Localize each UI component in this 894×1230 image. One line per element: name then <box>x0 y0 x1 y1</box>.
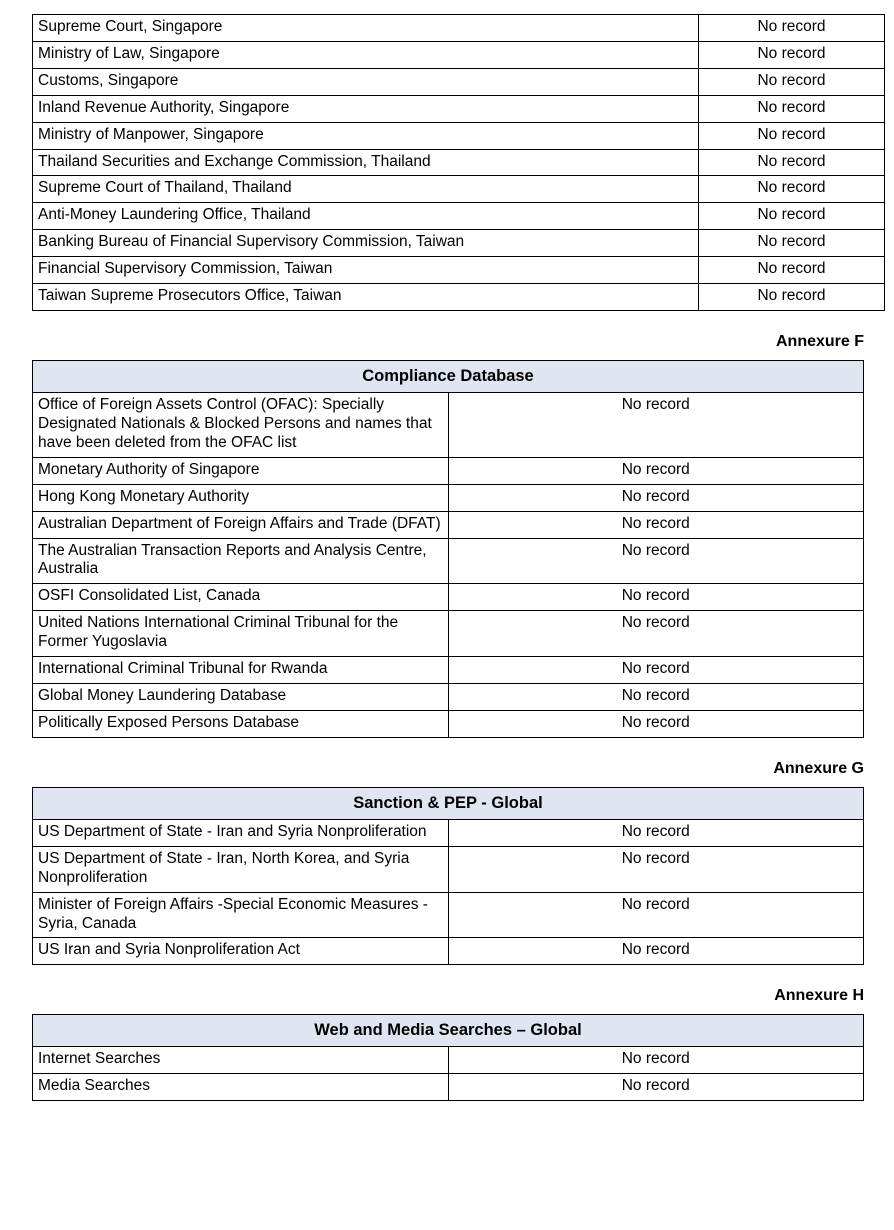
database-name: Customs, Singapore <box>33 68 699 95</box>
table-body <box>33 1015 864 1101</box>
table-row <box>33 122 885 149</box>
search-result: No record <box>448 393 864 458</box>
database-name: US Department of State - Iran and Syria Nonproliferation <box>33 819 449 846</box>
search-result: No record <box>448 683 864 710</box>
database-name: Minister of Foreign Affairs -Special Economic Measures -Syria, Canada <box>33 892 449 938</box>
search-result: No record <box>448 457 864 484</box>
table-row <box>33 68 885 95</box>
search-result: No record <box>699 95 885 122</box>
search-result: No record <box>699 149 885 176</box>
table-row <box>33 203 885 230</box>
table-row <box>33 938 864 965</box>
database-name: Thailand Securities and Exchange Commission, Thailand <box>33 149 699 176</box>
table-row <box>33 15 885 42</box>
table-row <box>33 457 864 484</box>
table-row <box>33 230 885 257</box>
database-name: Supreme Court, Singapore <box>33 15 699 42</box>
database-name: Financial Supervisory Commission, Taiwan <box>33 257 699 284</box>
database-name: Politically Exposed Persons Database <box>33 710 449 737</box>
annexure-table-h <box>32 1014 864 1101</box>
search-result: No record <box>699 15 885 42</box>
table-title-web-and-media-searches: Web and Media Searches – Global <box>33 1015 864 1047</box>
spacer <box>32 1005 864 1014</box>
table-row <box>33 176 885 203</box>
table-row <box>33 657 864 684</box>
table-row <box>33 149 885 176</box>
search-result: No record <box>448 1047 864 1074</box>
search-result: No record <box>448 511 864 538</box>
database-name: Supreme Court of Thailand, Thailand <box>33 176 699 203</box>
search-result: No record <box>448 892 864 938</box>
database-name: US Department of State - Iran, North Korea, and Syria Nonproliferation <box>33 846 449 892</box>
table-row <box>33 1074 864 1101</box>
table-header-row <box>33 787 864 819</box>
database-name: Inland Revenue Authority, Singapore <box>33 95 699 122</box>
table-row <box>33 683 864 710</box>
database-name: International Criminal Tribunal for Rwanda <box>33 657 449 684</box>
search-result: No record <box>699 230 885 257</box>
annexure-label-h: Annexure H <box>774 987 864 1005</box>
table-row <box>33 538 864 584</box>
spacer <box>32 311 864 333</box>
spacer <box>32 778 864 787</box>
database-name: Ministry of Manpower, Singapore <box>33 122 699 149</box>
annexure-label-f: Annexure F <box>775 332 864 350</box>
database-name: The Australian Transaction Reports and Analysis Centre, Australia <box>33 538 449 584</box>
search-result: No record <box>699 68 885 95</box>
search-result: No record <box>448 1074 864 1101</box>
table-row <box>33 819 864 846</box>
table-row <box>33 257 885 284</box>
database-name: Taiwan Supreme Prosecutors Office, Taiwan <box>33 284 699 311</box>
spacer <box>32 738 864 760</box>
database-name: Monetary Authority of Singapore <box>33 457 449 484</box>
search-result: No record <box>699 257 885 284</box>
search-result: No record <box>448 657 864 684</box>
table-row <box>33 284 885 311</box>
database-name: United Nations International Criminal Tribunal for the Former Yugoslavia <box>33 611 449 657</box>
annexure-table-f <box>32 360 864 738</box>
search-result: No record <box>699 122 885 149</box>
table-row <box>33 484 864 511</box>
table-header-row <box>33 360 864 392</box>
table-title-compliance-database: Compliance Database <box>33 360 864 392</box>
table-title-sanction-pep-global: Sanction & PEP - Global <box>33 787 864 819</box>
search-result: No record <box>448 846 864 892</box>
table-row <box>33 41 885 68</box>
table-row <box>33 846 864 892</box>
search-result: No record <box>448 819 864 846</box>
annexure-label-g: Annexure G <box>773 759 864 777</box>
database-name: Hong Kong Monetary Authority <box>33 484 449 511</box>
database-name: Internet Searches <box>33 1047 449 1074</box>
search-result: No record <box>699 203 885 230</box>
table-row <box>33 584 864 611</box>
table-row <box>33 95 885 122</box>
spacer <box>32 351 864 360</box>
search-result: No record <box>448 584 864 611</box>
annexure-table-continuation <box>32 14 885 311</box>
search-result: No record <box>699 284 885 311</box>
database-name: OSFI Consolidated List, Canada <box>33 584 449 611</box>
table-row <box>33 511 864 538</box>
table-row <box>33 393 864 458</box>
table-row <box>33 710 864 737</box>
table-header-row <box>33 1015 864 1047</box>
database-name: Banking Bureau of Financial Supervisory Commission, Taiwan <box>33 230 699 257</box>
table-body <box>33 360 864 737</box>
search-result: No record <box>448 938 864 965</box>
database-name: Media Searches <box>33 1074 449 1101</box>
table-row <box>33 892 864 938</box>
table-row <box>33 611 864 657</box>
search-result: No record <box>448 710 864 737</box>
annexure-table-g <box>32 787 864 966</box>
table-body <box>33 15 885 311</box>
database-name: Office of Foreign Assets Control (OFAC): Specially Designated Nationals & Blocked Persons and names that have been deleted from the OFAC list <box>33 393 449 458</box>
search-result: No record <box>448 484 864 511</box>
table-row <box>33 1047 864 1074</box>
search-result: No record <box>699 176 885 203</box>
database-name: Anti-Money Laundering Office, Thailand <box>33 203 699 230</box>
database-name: US Iran and Syria Nonproliferation Act <box>33 938 449 965</box>
database-name: Ministry of Law, Singapore <box>33 41 699 68</box>
database-name: Global Money Laundering Database <box>33 683 449 710</box>
table-body <box>33 787 864 965</box>
database-name: Australian Department of Foreign Affairs and Trade (DFAT) <box>33 511 449 538</box>
search-result: No record <box>448 611 864 657</box>
search-result: No record <box>448 538 864 584</box>
spacer <box>32 965 864 987</box>
search-result: No record <box>699 41 885 68</box>
